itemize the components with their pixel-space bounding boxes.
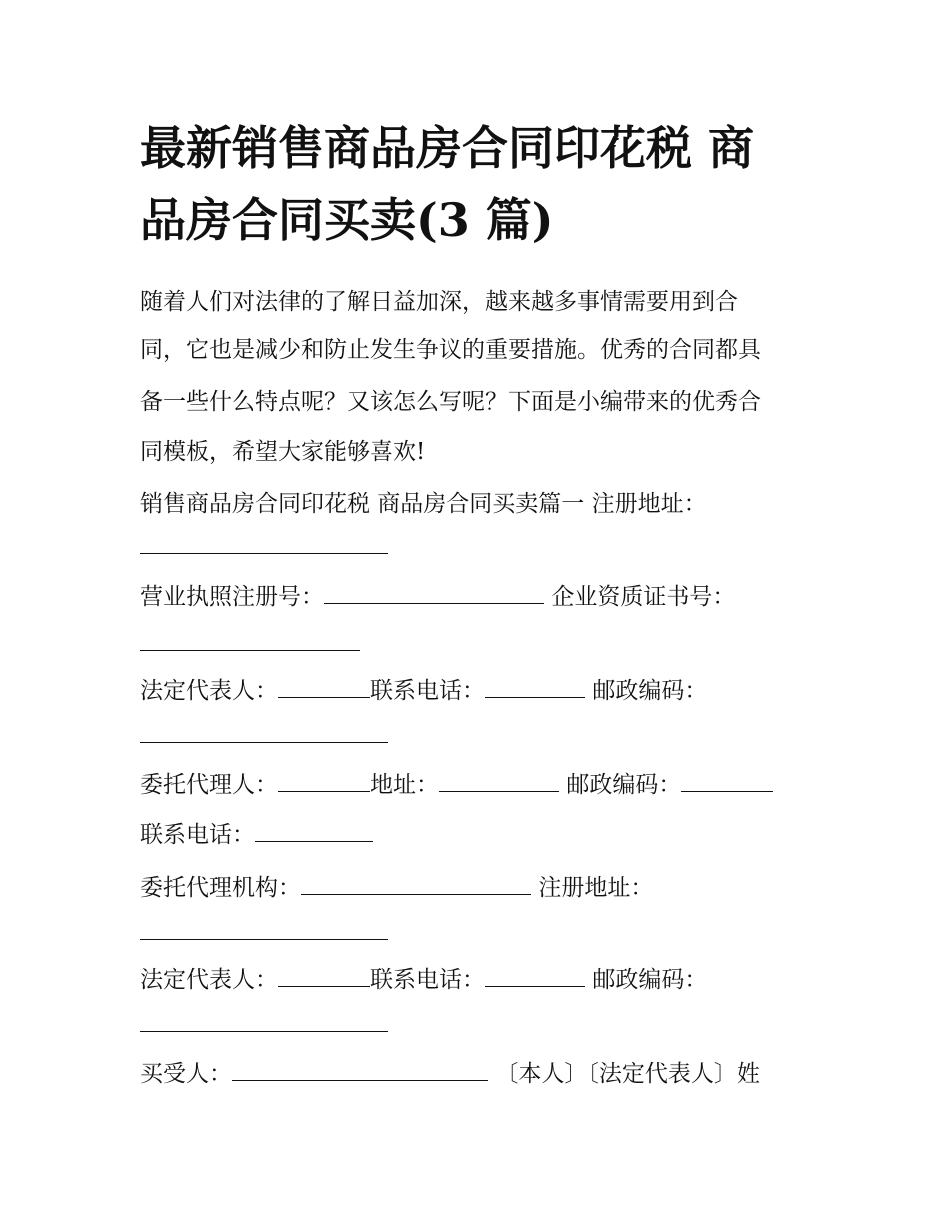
- fill-blank[interactable]: [324, 585, 544, 604]
- agency-label: 委托代理机构：: [140, 875, 301, 901]
- intro-line-2: 同，它也是减少和防止发生争议的重要措施。优秀的合同都具: [140, 337, 761, 363]
- blank-line-postcode: [140, 724, 840, 748]
- legal-rep2-row: [140, 968, 840, 992]
- fill-blank[interactable]: [140, 1013, 388, 1032]
- address-label: 地址：: [370, 772, 439, 798]
- title-line-1: 最新销售商品房合同印花税 商: [140, 121, 755, 175]
- fill-blank[interactable]: [485, 679, 585, 698]
- fill-blank[interactable]: [140, 632, 360, 651]
- blank-line-qualification: [140, 632, 840, 656]
- legal-rep2-label: 法定代表人：: [140, 967, 278, 993]
- agent-row: [140, 773, 840, 797]
- agency-row: [140, 876, 840, 900]
- agent-phone-row: [140, 823, 840, 847]
- agent-postcode-label: 邮政编码：: [566, 772, 682, 798]
- fill-blank[interactable]: [278, 773, 370, 792]
- legal-rep-label: 法定代表人：: [140, 678, 278, 704]
- postcode-label: 邮政编码：: [592, 678, 708, 704]
- fill-blank[interactable]: [278, 679, 370, 698]
- intro-line-1: 随着人们对法律的了解日益加深，越来越多事情需要用到合: [140, 289, 738, 315]
- intro-line-3: 备一些什么特点呢？又该怎么写呢？下面是小编带来的优秀合: [140, 389, 761, 415]
- buyer-label: 买受人：: [140, 1061, 232, 1087]
- buyer-row: [140, 1062, 840, 1086]
- blank-line-registered-address: [140, 535, 840, 559]
- agent-label: 委托代理人：: [140, 772, 278, 798]
- blank-line-postcode2: [140, 1013, 840, 1037]
- phone2-label: 联系电话：: [370, 967, 485, 993]
- fill-blank[interactable]: [301, 876, 531, 895]
- blank-line-agency-address: [140, 921, 840, 945]
- agent-phone-label: 联系电话：: [140, 822, 255, 848]
- license-row: [140, 585, 840, 609]
- section-heading: 销售商品房合同印花税 商品房合同买卖篇一 注册地址：: [140, 491, 707, 517]
- agency-address-label: 注册地址：: [538, 875, 654, 901]
- fill-blank[interactable]: [278, 968, 370, 987]
- postcode2-label: 邮政编码：: [592, 967, 708, 993]
- legal-rep-row: [140, 679, 840, 703]
- qualification-label: 企业资质证书号：: [551, 584, 736, 610]
- business-license-label: 营业执照注册号：: [140, 584, 324, 610]
- document-title: [140, 112, 840, 256]
- fill-blank[interactable]: [140, 921, 388, 940]
- phone-label: 联系电话：: [370, 678, 485, 704]
- fill-blank[interactable]: [439, 773, 559, 792]
- intro-line-4: 同模板，希望大家能够喜欢!: [140, 439, 426, 465]
- fill-blank[interactable]: [140, 724, 388, 743]
- fill-blank[interactable]: [232, 1062, 488, 1081]
- fill-blank[interactable]: [255, 823, 373, 842]
- fill-blank[interactable]: [485, 968, 585, 987]
- fill-blank[interactable]: [140, 535, 388, 554]
- title-line-2: 品房合同买卖(3 篇): [140, 193, 554, 247]
- buyer-suffix: 〔本人〕〔法定代表人〕姓: [495, 1061, 760, 1087]
- fill-blank[interactable]: [681, 773, 773, 792]
